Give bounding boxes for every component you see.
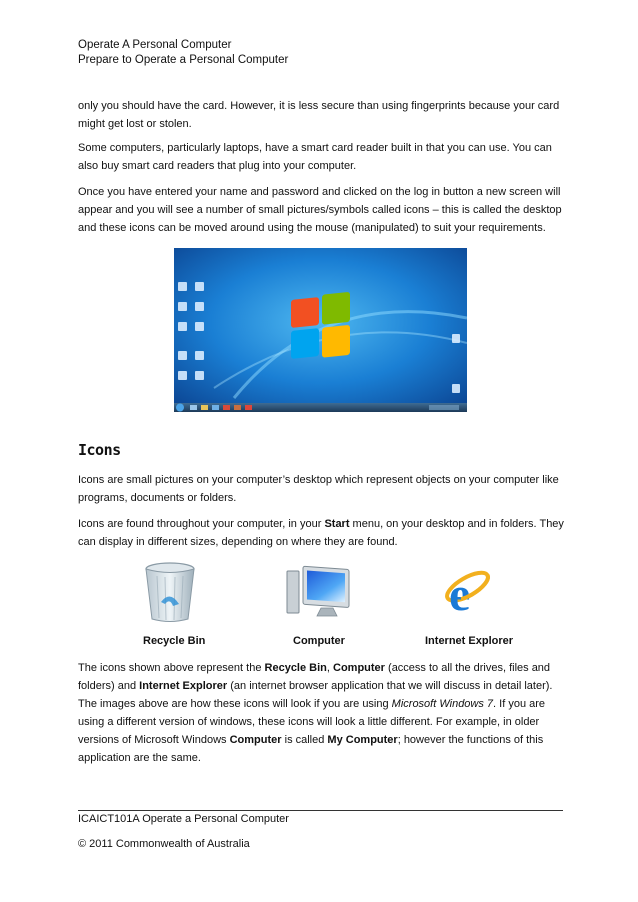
header-subtitle: Prepare to Operate a Personal Computer bbox=[78, 54, 289, 66]
recycle-bin-term: Recycle Bin bbox=[264, 662, 327, 674]
windows-7-term: Microsoft Windows 7 bbox=[391, 698, 494, 710]
text-run: , bbox=[326, 662, 334, 674]
computer-term: Computer bbox=[333, 662, 385, 674]
recycle-bin-label: Recycle Bin bbox=[143, 635, 206, 647]
footer-copyright: © 2011 Commonwealth of Australia bbox=[78, 838, 250, 850]
windows-desktop-screenshot bbox=[174, 248, 467, 412]
paragraph-card: only you should have the card. However, it is less secure than using fingerprints because your card might get lost or stolen. bbox=[78, 100, 560, 130]
svg-text:e: e bbox=[449, 568, 471, 616]
computer-label: Computer bbox=[293, 635, 345, 647]
text-run: ; however the functions of this application are the same. bbox=[78, 734, 544, 764]
paragraph-icons-explanation bbox=[78, 659, 564, 767]
internet-explorer-term: Internet Explorer bbox=[139, 680, 228, 692]
header-title: Operate A Personal Computer bbox=[78, 39, 232, 51]
recycle-bin-icon bbox=[143, 562, 197, 629]
footer-course: ICAICT101A Operate a Personal Computer bbox=[78, 813, 289, 825]
text-run: is called bbox=[281, 734, 328, 746]
paragraph-smart-card: Some computers, particularly laptops, have a smart card reader built in that you can use. You can also buy smart card readers that plug into your computer. bbox=[78, 142, 552, 172]
start-menu-term: Start bbox=[324, 518, 350, 530]
text-run: (access to all the drives, files and folders) and bbox=[78, 662, 551, 692]
text-run: . If you are using a different version of windows, these icons will look a little different. For example, in older versions of Microsoft Windows bbox=[78, 698, 546, 746]
text-run: The icons shown above represent the bbox=[78, 662, 265, 674]
paragraph-icons-definition: Icons are small pictures on your computer’s desktop which represent objects on your computer like programs, documents or folders. bbox=[78, 474, 559, 504]
computer-icon bbox=[285, 563, 353, 626]
text-run: menu, on your desktop and in folders. They can display in different sizes, depending on where they are found. bbox=[78, 518, 564, 548]
internet-explorer-label: Internet Explorer bbox=[425, 635, 514, 647]
section-heading-icons: Icons bbox=[78, 441, 121, 459]
paragraph-icons-location bbox=[78, 515, 564, 551]
internet-explorer-icon bbox=[444, 566, 494, 621]
text-run: Icons are found throughout your computer, in your bbox=[78, 518, 325, 530]
text-run: (an internet browser application that we will discuss in detail later). The images above are how these icons will look if you are using bbox=[78, 680, 553, 710]
page-header bbox=[78, 38, 288, 68]
computer-term: Computer bbox=[229, 734, 282, 746]
paragraph-desktop: Once you have entered your name and password and clicked on the log in button a new screen will appear and you will see a number of small pictures/symbols called icons – this is called the desktop and these icons can be moved around using the mouse (manipulated) to suit your requirements. bbox=[78, 186, 562, 234]
footer-divider bbox=[78, 810, 563, 811]
my-computer-term: My Computer bbox=[327, 734, 398, 746]
